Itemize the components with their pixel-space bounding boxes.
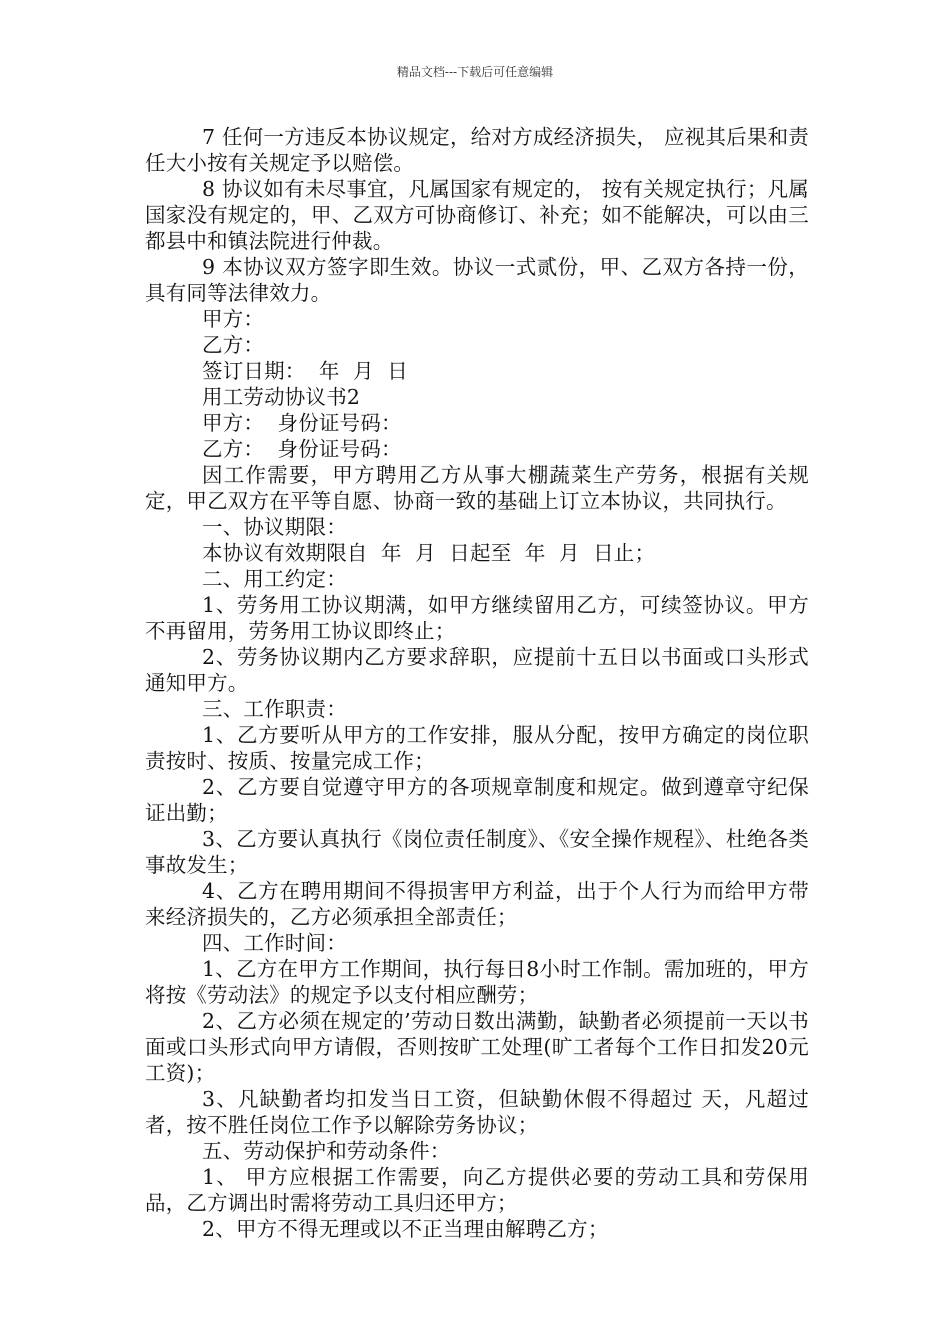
party-a-id-line: 甲方： 身份证号码： — [202, 411, 402, 435]
hours-item-3: 3、凡缺勤者均扣发当日工资，但缺勤休假不得超过 天，凡超过者，按不胜任岗位工作予以解除劳务协议； — [145, 1087, 809, 1137]
party-b-signature-line: 乙方： — [202, 333, 265, 357]
duties-item-2: 2、乙方要自觉遵守甲方的各项规章制度和规定。做到遵章守纪保证出勤； — [145, 775, 809, 825]
duties-item-1: 1、乙方要听从甲方的工作安排，服从分配，按甲方确定的岗位职责按时、按质、按量完成工作； — [145, 723, 809, 773]
duties-item-4: 4、乙方在聘用期间不得损害甲方利益，出于个人行为而给甲方带来经济损失的，乙方必须承担全部责任； — [145, 879, 809, 929]
signing-date-line: 签订日期： 年 月 日 — [202, 359, 408, 383]
section-heading-protection: 五、劳动保护和劳动条件： — [202, 1139, 451, 1163]
preamble-paragraph: 因工作需要，甲方聘用乙方从事大棚蔬菜生产劳务，根据有关规定，甲乙双方在平等自愿、协商一致的基础上订立本协议，共同执行。 — [145, 463, 809, 513]
section-heading-term: 一、协议期限： — [202, 515, 347, 539]
party-a-signature-line: 甲方： — [202, 307, 265, 331]
document-body — [145, 124, 809, 1242]
clause-9: 9 本协议双方签字即生效。协议一式贰份，甲、乙双方各持一份，具有同等法律效力。 — [145, 255, 809, 305]
clause-8: 8 协议如有未尽事宜，凡属国家有规定的， 按有关规定执行；凡属国家没有规定的，甲、乙双方可协商修订、补充；如不能解决，可以由三都县中和镇法院进行仲裁。 — [145, 177, 809, 253]
section-heading-duties: 三、工作职责： — [202, 697, 347, 721]
document-title-2: 用工劳动协议书2 — [202, 385, 361, 409]
party-b-id-line: 乙方： 身份证号码： — [202, 437, 402, 461]
clause-7: 7 任何一方违反本协议规定，给对方成经济损失， 应视其后果和责任大小按有关规定予以赔偿。 — [145, 125, 809, 175]
term-paragraph: 本协议有效期限自 年 月 日起至 年 月 日止； — [202, 541, 656, 565]
employment-item-1: 1、劳务用工协议期满，如甲方继续留用乙方，可续签协议。甲方不再留用，劳务用工协议即终止； — [145, 593, 809, 643]
protection-item-2: 2、甲方不得无理或以不正当理由解聘乙方； — [202, 1217, 609, 1241]
section-heading-employment: 二、用工约定： — [202, 567, 347, 591]
employment-item-2: 2、劳务协议期内乙方要求辞职，应提前十五日以书面或口头形式通知甲方。 — [145, 645, 809, 695]
page-header: 精品文档---下载后可任意编辑 — [396, 65, 554, 79]
section-heading-hours: 四、工作时间： — [202, 931, 347, 955]
protection-item-1: 1、 甲方应根据工作需要，向乙方提供必要的劳动工具和劳保用品，乙方调出时需将劳动工具归还甲方； — [145, 1165, 809, 1215]
hours-item-1: 1、乙方在甲方工作期间，执行每日8小时工作制。需加班的，甲方将按《劳动法》的规定予以支付相应酬劳； — [145, 957, 809, 1007]
duties-item-3: 3、乙方要认真执行《岗位责任制度》、《安全操作规程》、杜绝各类事故发生； — [145, 827, 809, 877]
hours-item-2: 2、乙方必须在规定的’劳动日数出满勤，缺勤者必须提前一天以书面或口头形式向甲方请假，否则按旷工处理(旷工者每个工作日扣发20元工资)； — [145, 1009, 809, 1085]
